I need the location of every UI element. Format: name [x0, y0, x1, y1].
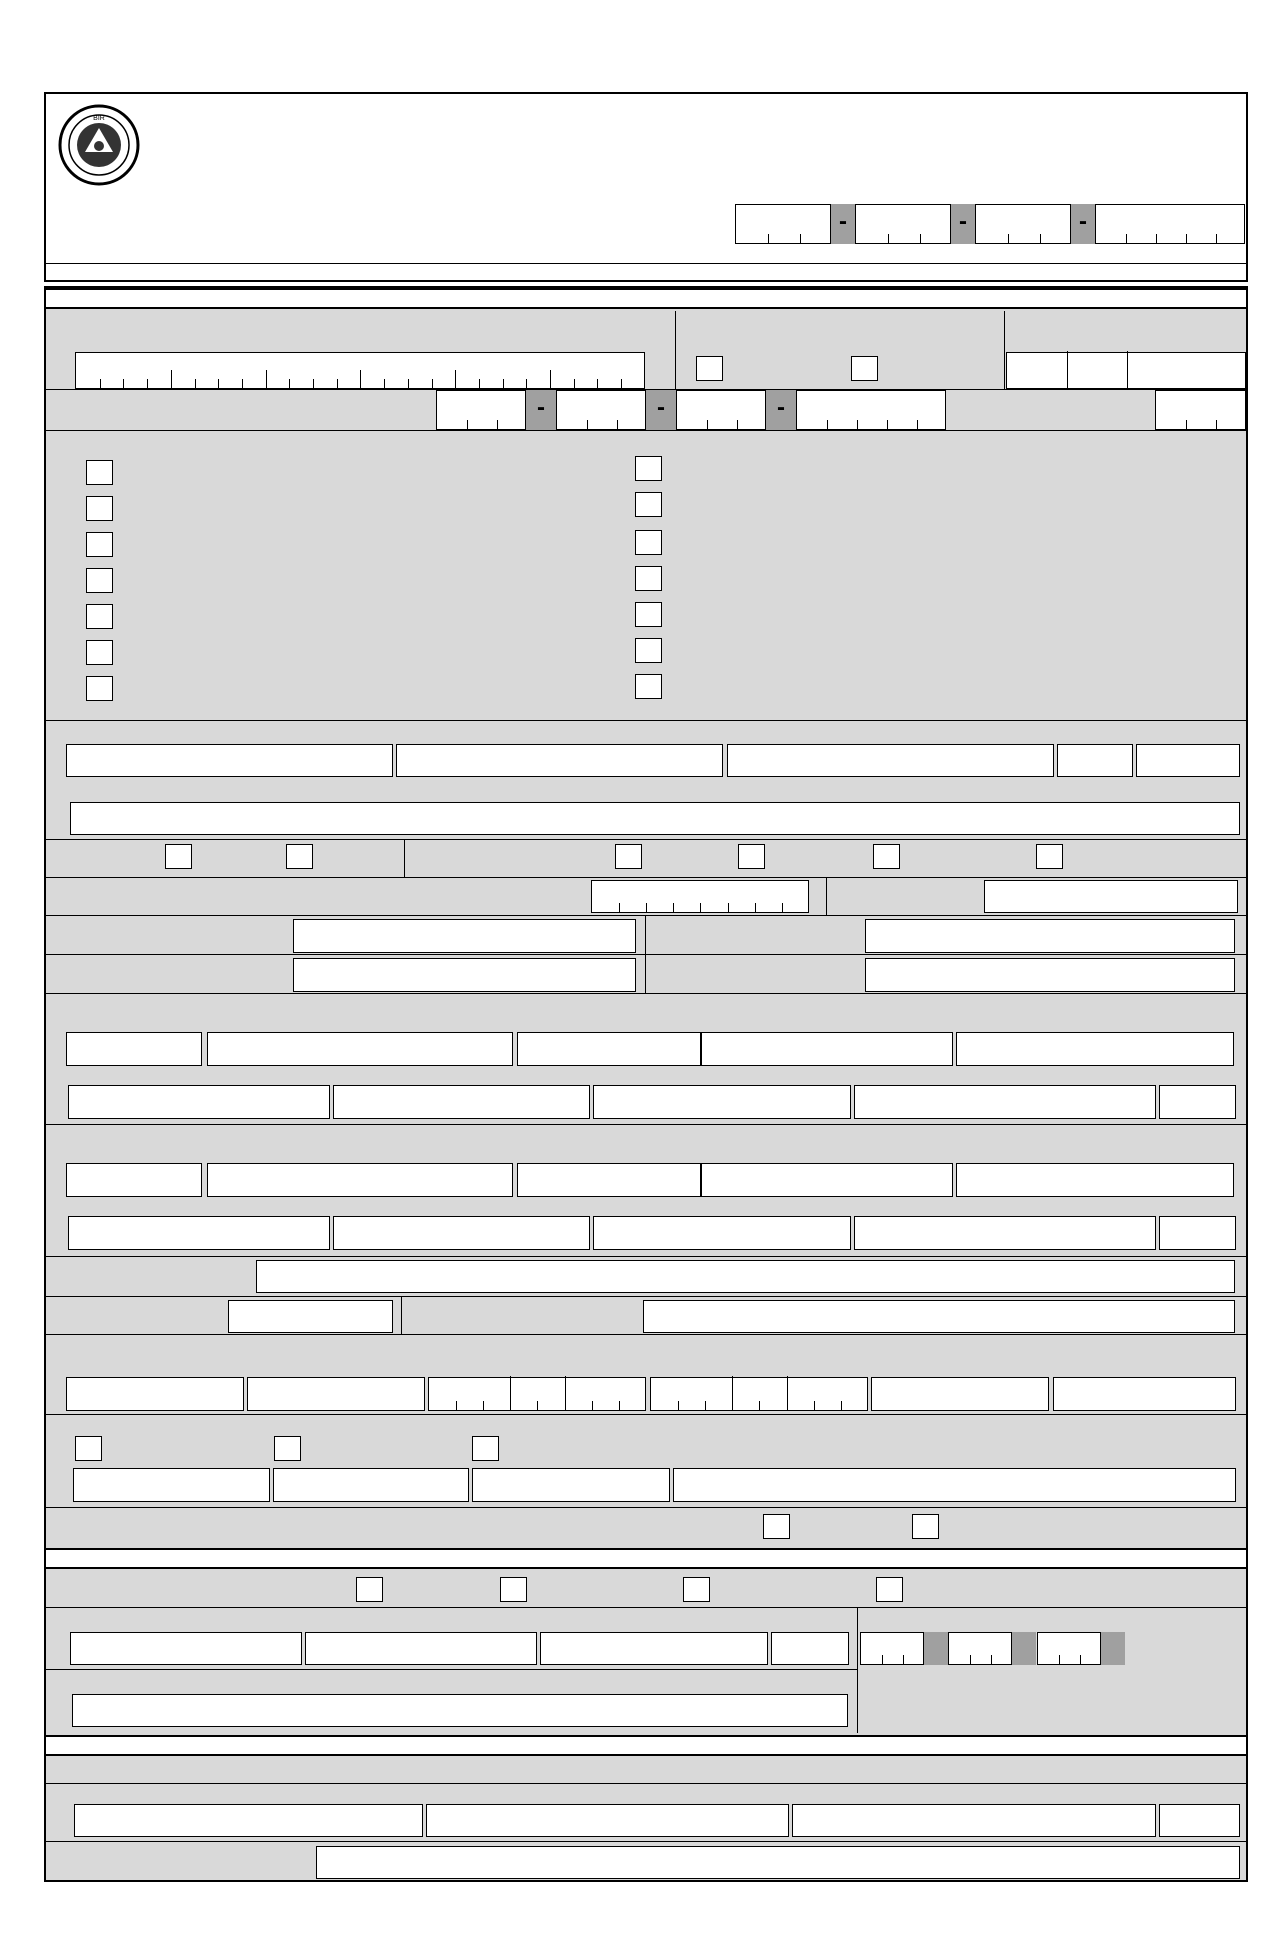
local-address-province-input[interactable] [854, 1085, 1156, 1119]
local-address-street-input[interactable] [701, 1032, 953, 1066]
bir-seal [58, 104, 140, 186]
id-effective-date-input[interactable] [428, 1377, 646, 1411]
engaged-business-checkbox[interactable] [876, 1577, 903, 1602]
id-type-input[interactable] [66, 1377, 244, 1411]
citizenship-input[interactable] [293, 958, 636, 992]
tt-left-0-checkbox[interactable] [86, 460, 113, 485]
male-checkbox[interactable] [165, 844, 192, 869]
tin-seg1[interactable] [436, 390, 526, 430]
svg-text:BIR: BIR [93, 115, 105, 122]
rep-first-name-input[interactable] [426, 1804, 789, 1837]
spouse-last-name-input[interactable] [70, 1632, 302, 1665]
tt-right-3-checkbox[interactable] [635, 638, 662, 663]
spouse-tin-seg2[interactable] [948, 1632, 1012, 1665]
tt-right-2-checkbox[interactable] [635, 602, 662, 627]
local-address-municipality-input[interactable] [593, 1085, 851, 1119]
local-address-unit-input[interactable] [66, 1032, 202, 1066]
single-checkbox[interactable] [615, 844, 642, 869]
unemployed-checkbox[interactable] [356, 1577, 383, 1602]
issued-tin-seg4[interactable] [1095, 204, 1245, 244]
business-address-lot-input[interactable] [517, 1163, 701, 1197]
mother-name-input[interactable] [293, 919, 636, 953]
tt-left-5-checkbox[interactable] [86, 640, 113, 665]
fax-input[interactable] [273, 1468, 469, 1502]
business-address-zip-input[interactable] [1159, 1216, 1236, 1250]
estate-trust-name-input[interactable] [70, 802, 1240, 835]
tt-left-3-checkbox[interactable] [86, 568, 113, 593]
rdo-code-input[interactable] [1155, 390, 1246, 430]
business-address-municipality-input[interactable] [593, 1216, 851, 1250]
issued-tin-seg3[interactable] [975, 204, 1071, 244]
purpose-input[interactable] [643, 1300, 1235, 1333]
fax-checkbox[interactable] [274, 1436, 301, 1461]
female-checkbox[interactable] [286, 844, 313, 869]
separated-checkbox[interactable] [1036, 844, 1063, 869]
head-office-checkbox[interactable] [696, 356, 723, 381]
tt-right-0-checkbox[interactable] [635, 530, 662, 555]
rep-registered-name-input[interactable] [316, 1846, 1240, 1879]
spouse-middle-name-input[interactable] [540, 1632, 768, 1665]
header-box [44, 92, 1248, 282]
psn-input[interactable] [75, 352, 645, 389]
employed-locally-checkbox[interactable] [500, 1577, 527, 1602]
part1-header [46, 288, 1246, 309]
tin-branch-code[interactable] [796, 390, 946, 430]
tt-left-1-checkbox[interactable] [86, 496, 113, 521]
local-address-lot-input[interactable] [517, 1032, 701, 1066]
tt-right-4-checkbox[interactable] [635, 674, 662, 699]
issued-tin-seg2[interactable] [855, 204, 951, 244]
bir-reg-date-input[interactable] [1006, 352, 1246, 389]
tt-mixed-single-prof-checkbox[interactable] [635, 492, 662, 517]
yes-checkbox[interactable] [763, 1514, 790, 1539]
rep-last-name-input[interactable] [74, 1804, 423, 1837]
business-address-province-input[interactable] [854, 1216, 1156, 1250]
tin-seg3[interactable] [676, 390, 766, 430]
nickname-input[interactable] [1136, 744, 1240, 777]
local-address-town-input[interactable] [333, 1085, 590, 1119]
business-address-building-input[interactable] [207, 1163, 513, 1197]
municipality-code-input[interactable] [228, 1300, 393, 1333]
spouse-employer-name-input[interactable] [72, 1694, 848, 1727]
other-citizenship-input[interactable] [865, 958, 1235, 992]
spouse-tin-seg3[interactable] [1037, 1632, 1101, 1665]
issued-tin-dash1: - [831, 204, 855, 244]
father-name-input[interactable] [865, 919, 1235, 953]
dob-input[interactable] [591, 880, 809, 913]
part2-header [46, 1548, 1246, 1569]
tt-left-2-checkbox[interactable] [86, 532, 113, 557]
branch-office-checkbox[interactable] [851, 356, 878, 381]
mobile-input[interactable] [472, 1468, 670, 1502]
widow-checkbox[interactable] [873, 844, 900, 869]
business-address-town-input[interactable] [333, 1216, 590, 1250]
married-checkbox[interactable] [738, 844, 765, 869]
part3-header [46, 1735, 1246, 1756]
spouse-first-name-input[interactable] [305, 1632, 537, 1665]
mobile-checkbox[interactable] [472, 1436, 499, 1461]
business-address-subdivision-input[interactable] [956, 1163, 1234, 1197]
business-address-barangay-input[interactable] [68, 1216, 330, 1250]
tin-seg2[interactable] [556, 390, 646, 430]
issued-tin-seg1[interactable] [735, 204, 831, 244]
email-input[interactable] [673, 1468, 1236, 1502]
local-address-building-input[interactable] [207, 1032, 513, 1066]
landline-input[interactable] [73, 1468, 270, 1502]
id-place-input[interactable] [1053, 1377, 1236, 1411]
last-name-input[interactable] [66, 744, 393, 777]
foreign-address-input[interactable] [256, 1260, 1235, 1293]
issued-tin-dash3: - [1071, 204, 1095, 244]
issued-tin-dash2: - [951, 204, 975, 244]
middle-name-input[interactable] [727, 744, 1054, 777]
id-number-input[interactable] [247, 1377, 425, 1411]
id-issuer-input[interactable] [871, 1377, 1049, 1411]
tt-right-1-checkbox[interactable] [635, 566, 662, 591]
business-address-street-input[interactable] [701, 1163, 953, 1197]
business-address-unit-input[interactable] [66, 1163, 202, 1197]
suffix-input[interactable] [1057, 744, 1133, 777]
tt-mixed-professional-checkbox[interactable] [635, 456, 662, 481]
place-of-birth-input[interactable] [984, 880, 1238, 913]
first-name-input[interactable] [396, 744, 723, 777]
rep-suffix-input[interactable] [1159, 1804, 1240, 1837]
spouse-suffix-input[interactable] [771, 1632, 849, 1665]
local-address-barangay-input[interactable] [68, 1085, 330, 1119]
tt-left-4-checkbox[interactable] [86, 604, 113, 629]
tt-mixed-single-prop-checkbox[interactable] [86, 676, 113, 701]
local-address-subdivision-input[interactable] [956, 1032, 1234, 1066]
rep-middle-name-input[interactable] [792, 1804, 1156, 1837]
id-expiry-date-input[interactable] [650, 1377, 868, 1411]
local-address-zip-input[interactable] [1159, 1085, 1236, 1119]
employed-abroad-checkbox[interactable] [683, 1577, 710, 1602]
landline-checkbox[interactable] [75, 1436, 102, 1461]
spouse-tin-seg1[interactable] [860, 1632, 924, 1665]
no-checkbox[interactable] [912, 1514, 939, 1539]
